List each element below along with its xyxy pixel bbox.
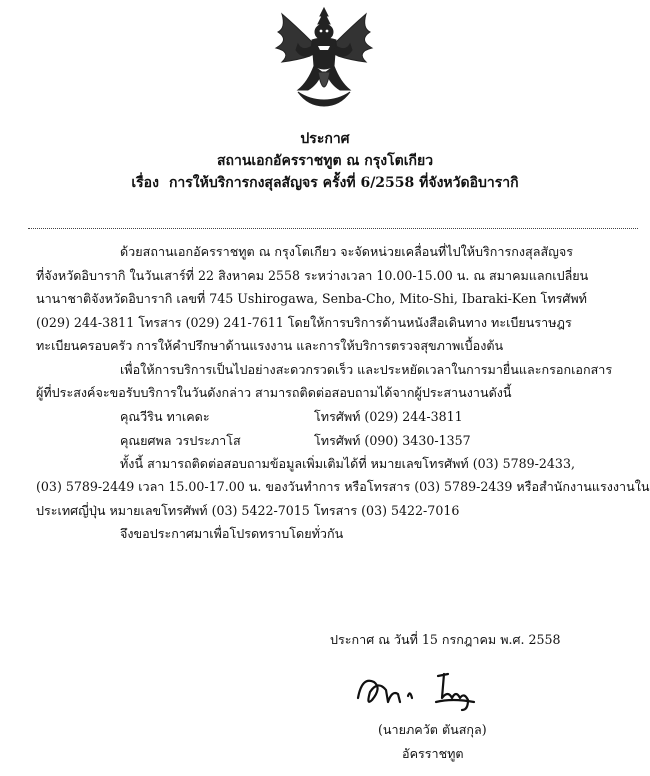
body-line: (03) 5789-2449 เวลา 15.00-17.00 น. ของวันทำการ หรือโทรสาร (03) 5789-2439 หรือสำนักงานแรงงานใน [36,479,650,494]
dotted-divider [28,228,638,229]
body-line: ทะเบียนครอบครัว การให้คำปรึกษาด้านแรงงาน และการให้บริการตรวจสุขภาพเบื้องต้น [36,338,504,353]
paragraph-coordinators [36,358,626,405]
contact-list [36,405,626,452]
body-line: ที่จังหวัดอิบารากิ ในวันเสาร์ที่ 22 สิงหาคม 2558 ระหว่างเวลา 10.00-15.00 น. ณ สมาคมแลกเปลี่ยน [36,267,589,283]
paragraph-service-details [36,240,626,358]
body-line: (029) 244-3811 โทรสาร (029) 241-7611 โดยให้การบริการด้านหนังสือเดินทาง ทะเบียนราษฎร [36,314,572,330]
contact-phone: โทรศัพท์ (090) 3430-1357 [314,432,471,448]
body-line: ทั้งนี้ สามารถติดต่อสอบถามข้อมูลเพิ่มเติมได้ที่ หมายเลขโทรศัพท์ (03) 5789-2433, [120,455,575,471]
announcement-date: ประกาศ ณ วันที่ 15 กรกฎาคม พ.ศ. 2558 [330,632,561,647]
body-line: ผู้ที่ประสงค์จะขอรับบริการในวันดังกล่าว สามารถติดต่อสอบถามได้จากผู้ประสานงานดังนี้ [36,385,512,400]
embassy-name: สถานเอกอัครราชทูต ณ กรุงโตเกียว [216,153,434,169]
announcement-title: ประกาศ [300,131,350,147]
signer-title: อัครราชทูต [402,746,464,761]
body-line: เพื่อให้การบริการเป็นไปอย่างสะดวกรวดเร็ว และประหยัดเวลาในการมายื่นและกรอกเอกสาร [120,361,613,377]
body-line: นานาชาติจังหวัดอิบารากิ เลขที่ 745 Ushirogawa, Senba-Cho, Mito-Shi, Ibaraki-Ken โทรศัพท์ [36,291,587,306]
contact-name: คุณวีริน ทาเคดะ [120,408,210,424]
paragraph-further-info [36,452,650,523]
closing-line: จึงขอประกาศมาเพื่อโปรดทราบโดยทั่วกัน [120,526,344,541]
handwritten-signature-icon [352,668,482,712]
body-line: ด้วยสถานเอกอัครราชทูต ณ กรุงโตเกียว จะจัดหน่วยเคลื่อนที่ไปให้บริการกงสุลสัญจร [120,244,574,259]
announcement-body [36,240,650,546]
subject-line [0,172,650,194]
body-line: ประเทศญี่ปุ่น หมายเลขโทรศัพท์ (03) 5422-7015 โทรสาร (03) 5422-7016 [36,502,460,518]
garuda-emblem-icon [268,6,380,110]
contact-phone: โทรศัพท์ (029) 244-3811 [314,408,463,424]
announcement-header [0,128,650,194]
subject-text: การให้บริการกงสุลสัญจร ครั้งที่ 6/2558 ที่จังหวัดอิบารากิ [168,175,519,191]
contact-name: คุณยศพล วรประภาโส [120,432,241,448]
subject-label: เรื่อง [131,175,159,191]
signer-name: (นายภควัต ตันสกุล) [378,722,487,737]
